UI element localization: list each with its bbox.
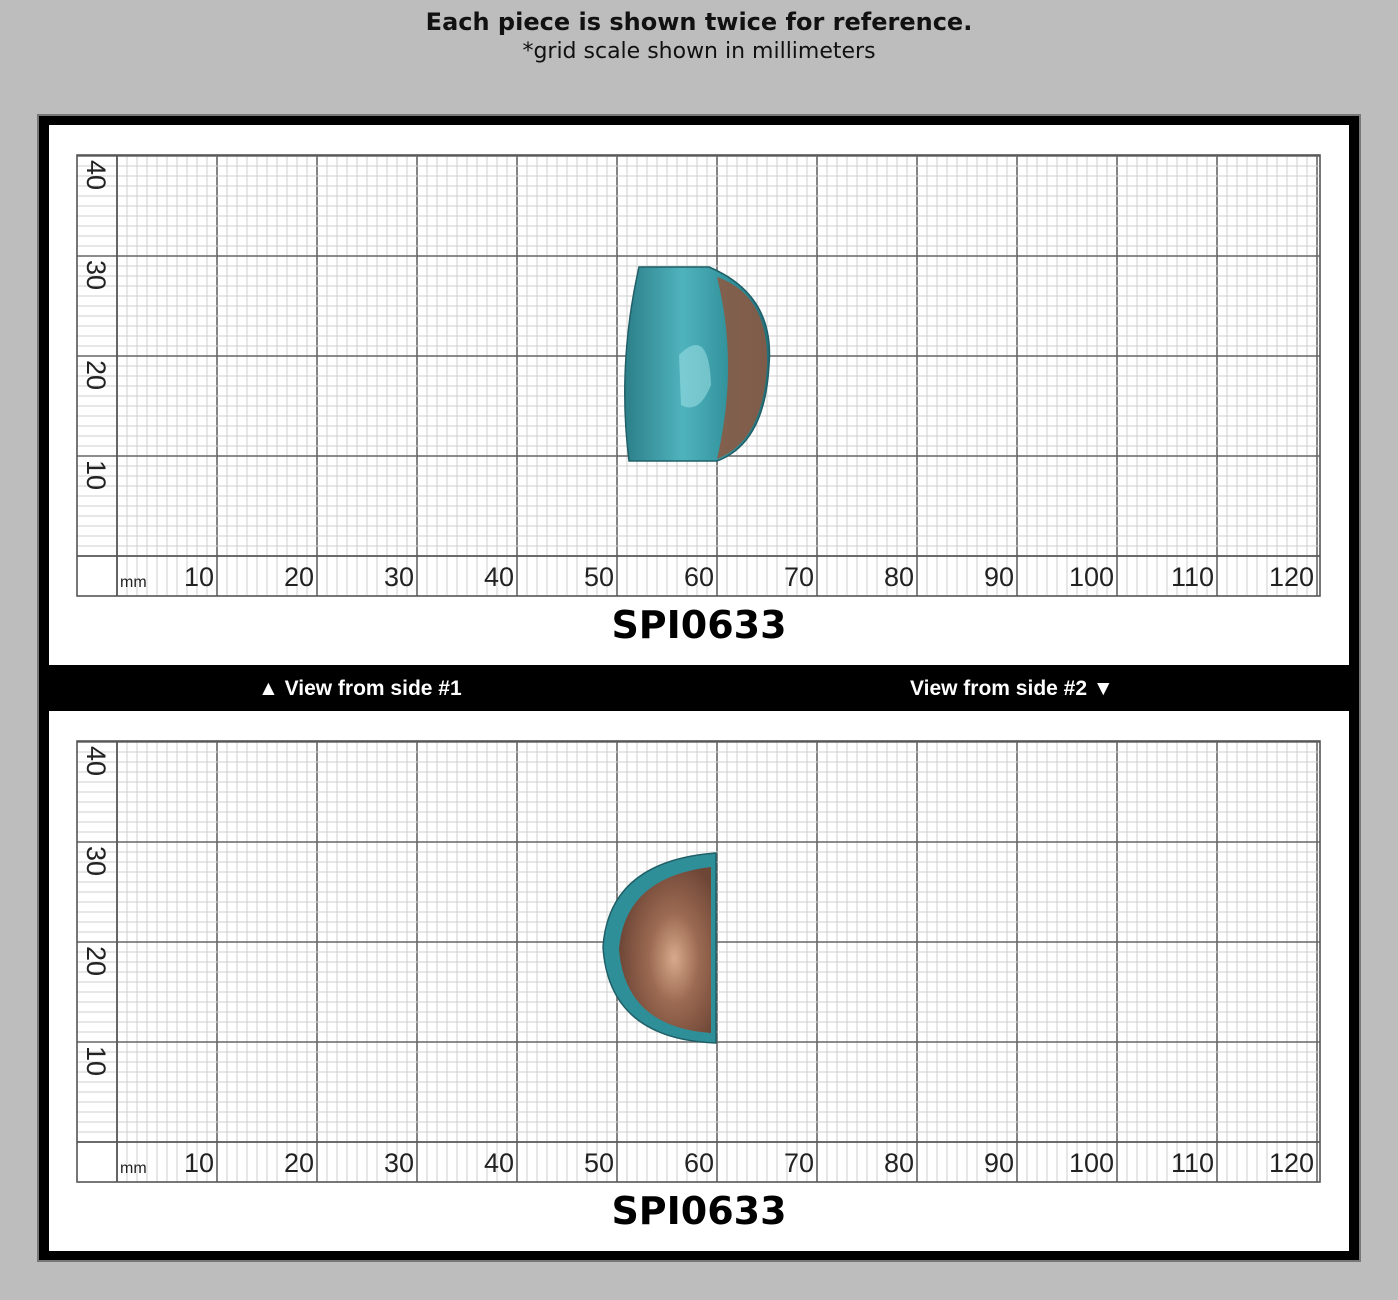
x-tick-label: 70 — [783, 1148, 814, 1178]
x-tick-label: 100 — [1068, 1148, 1114, 1178]
unit-label: mm — [120, 574, 147, 591]
x-tick-label: 80 — [883, 1148, 914, 1178]
y-tick-label: 10 — [81, 460, 111, 491]
x-tick-label: 60 — [683, 1148, 714, 1178]
panel-side-2 — [49, 711, 1349, 1251]
glass-piece — [625, 267, 770, 461]
panel-side-1 — [49, 125, 1349, 665]
x-tick-label: 40 — [483, 1148, 514, 1178]
x-tick-label: 30 — [383, 562, 414, 592]
x-tick-label: 20 — [283, 562, 314, 592]
x-tick-label: 50 — [583, 1148, 614, 1178]
header — [0, 6, 1398, 66]
x-tick-label: 70 — [783, 562, 814, 592]
piece-label-side-2: SPI0633 — [611, 1189, 787, 1233]
view-side-1-caption: ▲ View from side #1 — [258, 677, 462, 700]
y-tick-label: 30 — [81, 846, 111, 877]
x-tick-label: 90 — [983, 1148, 1014, 1178]
y-tick-label: 30 — [81, 260, 111, 291]
page-subtitle: *grid scale shown in millimeters — [522, 39, 876, 64]
x-tick-label: 110 — [1170, 562, 1214, 592]
page-title: Each piece is shown twice for reference. — [425, 8, 973, 36]
grid-side-2 — [49, 711, 1349, 1251]
y-tick-label: 10 — [81, 1046, 111, 1077]
x-tick-label: 10 — [183, 1148, 214, 1178]
x-tick-label: 120 — [1268, 562, 1314, 592]
x-tick-label: 100 — [1068, 562, 1114, 592]
piece-label-side-1: SPI0633 — [611, 603, 787, 647]
grid-side-1 — [49, 125, 1349, 665]
x-tick-label: 120 — [1268, 1148, 1314, 1178]
y-tick-label: 20 — [81, 360, 111, 391]
x-tick-label: 110 — [1170, 1148, 1214, 1178]
x-tick-label: 30 — [383, 1148, 414, 1178]
view-side-2-caption: View from side #2 ▼ — [910, 677, 1114, 700]
x-tick-label: 90 — [983, 562, 1014, 592]
y-tick-label: 40 — [81, 746, 111, 777]
x-tick-label: 60 — [683, 562, 714, 592]
x-tick-label: 40 — [483, 562, 514, 592]
x-tick-label: 20 — [283, 1148, 314, 1178]
x-tick-label: 80 — [883, 562, 914, 592]
y-tick-label: 40 — [81, 160, 111, 191]
x-tick-label: 50 — [583, 562, 614, 592]
unit-label: mm — [120, 1160, 147, 1177]
y-tick-label: 20 — [81, 946, 111, 977]
x-tick-label: 10 — [183, 562, 214, 592]
